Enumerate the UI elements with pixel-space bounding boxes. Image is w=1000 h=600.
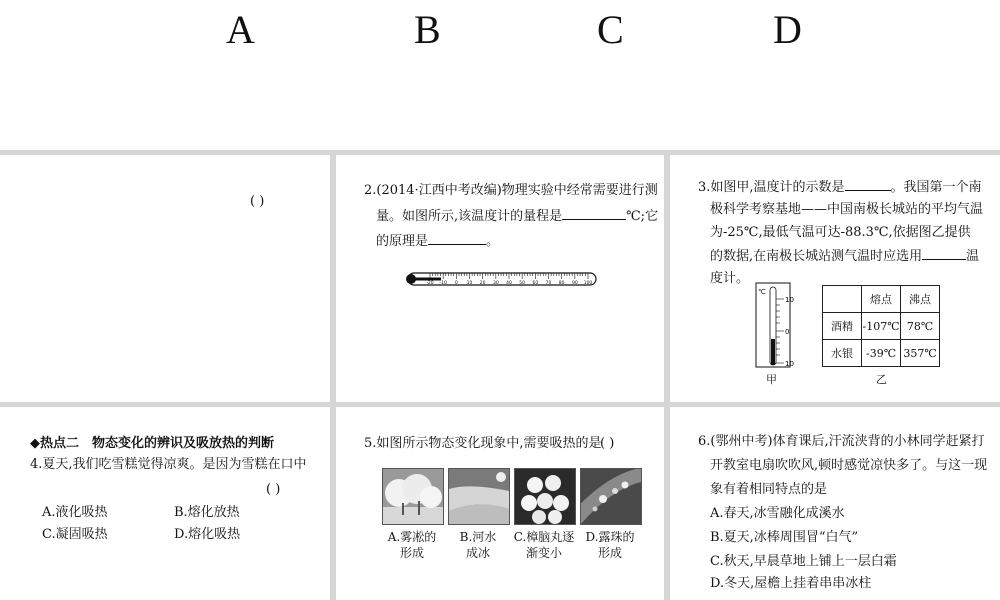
q2-line-2-text: 量。如图所示,该温度计的量程是 bbox=[376, 209, 563, 224]
panel-question-3 bbox=[670, 155, 1000, 402]
thermo-tick-bottom: 10 bbox=[785, 360, 794, 368]
scale-tick-label: 0 bbox=[454, 281, 458, 286]
dew-photo[interactable] bbox=[580, 468, 642, 525]
table-header-cell: 熔点 bbox=[862, 286, 901, 313]
q3-line-3: 为-25℃,最低气温可达-88.3℃,依据图乙提供 bbox=[710, 225, 971, 240]
answer-paren: ( ) bbox=[250, 194, 265, 209]
scale-tick-label: 70 bbox=[545, 281, 552, 286]
section-heading: ◆热点二 物态变化的辨识及吸放热的判断 bbox=[30, 436, 274, 451]
q6-line-3: 象有着相同特点的是 bbox=[710, 482, 828, 497]
q6-line-1: 6.(鄂州中考)体育课后,汗流浃背的小林同学赶紧打 bbox=[698, 434, 985, 449]
q2-line-3 bbox=[376, 230, 499, 253]
table-cell: -107℃ bbox=[862, 313, 901, 340]
scale-tick-label: 90 bbox=[571, 281, 578, 286]
scale-tick-label: 100 bbox=[583, 281, 593, 286]
option-letter-d[interactable]: D bbox=[773, 7, 802, 52]
table-cell: 357℃ bbox=[901, 340, 940, 367]
q2-line-3-end: 。 bbox=[486, 234, 500, 249]
q3-line-2: 极科学考察基地——中国南极长城站的平均气温 bbox=[710, 202, 984, 217]
panel-question-2 bbox=[336, 155, 664, 402]
q4-question: 4.夏天,我们吃雪糕觉得凉爽。是因为雪糕在口中 bbox=[30, 457, 307, 472]
scale-tick-label: 10 bbox=[466, 281, 473, 286]
q5-question: 5.如图所示物态变化现象中,需要吸热的是 bbox=[364, 436, 602, 451]
scale-tick-label: -10 bbox=[439, 281, 447, 286]
q2-range-blank[interactable] bbox=[562, 205, 626, 220]
q3-line-1-text: 3.如图甲,温度计的示数是 bbox=[698, 180, 845, 195]
vertical-thermometer-figure bbox=[754, 281, 800, 373]
caption-c-line-2: 渐变小 bbox=[525, 546, 562, 560]
scale-tick-label: 30 bbox=[492, 281, 499, 286]
thermo-tick-mid: 0 bbox=[785, 328, 790, 336]
panel-question-4 bbox=[0, 407, 330, 600]
table-header-row bbox=[823, 286, 940, 313]
q4-option-a[interactable]: A.液化吸热 bbox=[42, 505, 108, 520]
table-cell: 78℃ bbox=[901, 313, 940, 340]
caption-b-line-2: 成冰 bbox=[465, 546, 490, 560]
panel-question-6 bbox=[670, 407, 1000, 600]
panel-question-5 bbox=[336, 407, 664, 600]
table-header-cell: 沸点 bbox=[901, 286, 940, 313]
q6-option-b[interactable]: B.夏天,冰棒周围冒“白气” bbox=[710, 530, 859, 545]
caption-b-line-1: B.河水 bbox=[459, 530, 497, 544]
q3-reading-blank[interactable] bbox=[845, 176, 891, 191]
q6-option-a[interactable]: A.春天,冰雪融化成溪水 bbox=[710, 506, 845, 521]
caption-d-line-1: D.露珠的 bbox=[585, 530, 635, 544]
caption-d bbox=[578, 529, 642, 561]
option-letter-c[interactable]: C bbox=[597, 7, 624, 52]
horizontal-thermometer-figure bbox=[402, 269, 602, 291]
melting-boiling-table bbox=[822, 285, 940, 367]
rime-photo[interactable] bbox=[382, 468, 444, 525]
scale-tick-label: 80 bbox=[558, 281, 565, 286]
label-jia: 甲 bbox=[766, 373, 777, 386]
caption-c bbox=[512, 529, 576, 561]
caption-a bbox=[380, 529, 444, 561]
caption-a-line-1: A.雾凇的 bbox=[387, 530, 437, 544]
q6-option-d[interactable]: D.冬天,屋檐上挂着串串冰柱 bbox=[710, 576, 872, 591]
q2-principle-blank[interactable] bbox=[428, 230, 486, 245]
table-cell bbox=[823, 286, 862, 313]
scale-tick-label: 60 bbox=[532, 281, 539, 286]
caption-b bbox=[446, 529, 510, 561]
option-letter-a[interactable]: A bbox=[226, 7, 255, 52]
thermo-tick-top: 10 bbox=[785, 296, 794, 304]
q3-line-1 bbox=[698, 176, 982, 199]
q6-option-c[interactable]: C.秋天,早晨草地上铺上一层白霜 bbox=[710, 554, 897, 569]
table-row bbox=[823, 340, 940, 367]
mothball-photo[interactable] bbox=[514, 468, 576, 525]
scale-tick-label: 20 bbox=[479, 281, 486, 286]
scale-tick-label: -20 bbox=[426, 281, 434, 286]
q4-option-c[interactable]: C.凝固吸热 bbox=[42, 527, 108, 542]
scale-tick-label: 40 bbox=[506, 281, 512, 286]
caption-a-line-2: 形成 bbox=[399, 546, 424, 560]
q3-thermometer-blank[interactable] bbox=[922, 245, 966, 260]
q3-line-4-text: 的数据,在南极长城站测气温时应选用 bbox=[710, 249, 923, 264]
table-row bbox=[823, 313, 940, 340]
table-cell: -39℃ bbox=[862, 340, 901, 367]
caption-c-line-1: C.樟脑丸逐 bbox=[513, 530, 575, 544]
table-cell: 酒精 bbox=[823, 313, 862, 340]
thermo-unit-label: ℃ bbox=[758, 288, 766, 296]
answer-letter-band bbox=[0, 0, 1000, 150]
q3-line-4-end: 温 bbox=[966, 249, 980, 264]
answer-paren: ( ) bbox=[600, 436, 615, 451]
q3-line-1-end: 。我国第一个南 bbox=[890, 180, 982, 195]
option-letter-b[interactable]: B bbox=[414, 7, 441, 52]
q6-line-2: 开教室电扇吹吹风,顿时感觉凉快多了。与这一现 bbox=[710, 458, 988, 473]
scale-tick-label: 50 bbox=[519, 281, 526, 286]
frozen-river-photo[interactable] bbox=[448, 468, 510, 525]
q2-line-1: 2.(2014·江西中考改编)物理实验中经常需要进行测 bbox=[364, 183, 658, 198]
caption-d-line-2: 形成 bbox=[597, 546, 622, 560]
q4-option-b[interactable]: B.熔化放热 bbox=[174, 505, 240, 520]
q3-line-5: 度计。 bbox=[710, 271, 750, 286]
q2-line-2 bbox=[376, 205, 658, 228]
q2-line-2-unit: ℃;它 bbox=[626, 209, 659, 224]
q2-line-3-text: 的原理是 bbox=[376, 234, 429, 249]
label-yi: 乙 bbox=[876, 373, 887, 386]
q4-option-d[interactable]: D.熔化吸热 bbox=[174, 527, 241, 542]
table-cell: 水银 bbox=[823, 340, 862, 367]
panel-question-1-tail bbox=[0, 155, 330, 402]
answer-paren: ( ) bbox=[266, 482, 281, 497]
q3-line-4 bbox=[710, 245, 979, 268]
